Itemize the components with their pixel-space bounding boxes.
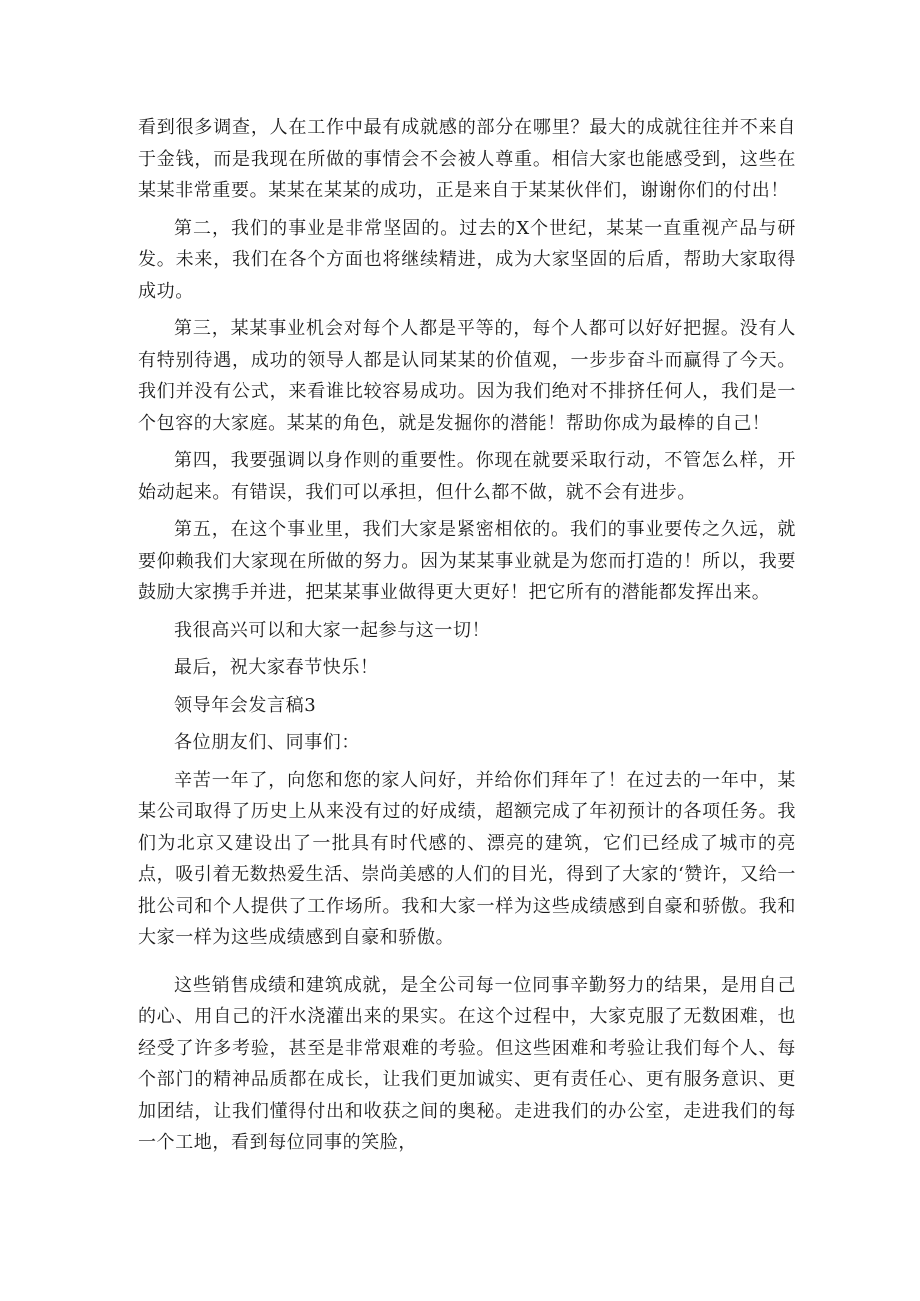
paragraph-1: 看到很多调查，人在工作中最有成就感的部分在哪里？最大的成就往往并不来自于金钱，而是我现在所做的事情会不会被人尊重。相信大家也能感受到，这些在某某非常重要。某某在某某的成功，正是来自于某某伙伴们，谢谢你们的付出！ [138, 117, 796, 201]
paragraph-5: 第五，在这个事业里，我们大家是紧密相依的。我们的事业要传之久远，就要仰赖我们大家现在所做的努力。因为某某事业就是为您而打造的！所以，我要鼓励大家携手并进，把某某事业做得更大更好！把它所有的潜能都发挥出来。 [138, 519, 796, 603]
paragraph-4: 第四，我要强调以身作则的重要性。你现在就要采取行动，不管怎么样，开始动起来。有错误，我们可以承担，但什么都不做，就不会有进步。 [138, 450, 796, 503]
paragraph-2: 第二，我们的事业是非常坚固的。过去的X个世纪，某某一直重视产品与研发。未来，我们在各个方面也将继续精进，成为大家坚固的后盾，帮助大家取得成功。 [138, 217, 796, 302]
paragraph-7: 最后，祝大家春节快乐！ [174, 657, 379, 678]
document-page [138, 112, 796, 1159]
paragraph-3: 第三，某某事业机会对每个人都是平等的，每个人都可以好好把握。没有人有特别待遇，成功的领导人都是认同某某的价值观，一步步奋斗而赢得了今天。我们并没有公式，来看谁比较容易成功。因为我们绝对不排挤任何人，我们是一个包容的大家庭。某某的角色，就是发掘你的潜能！帮助你成为最棒的自己！ [138, 318, 796, 434]
paragraph-6: 我很高兴可以和大家一起参与这一切！ [174, 619, 491, 641]
paragraph-9: 这些销售成绩和建筑成就，是全公司每一位同事辛勤努力的结果，是用自己的心、用自己的汗水浇灌出来的果实。在这个过程中，大家克服了无数困难，也经受了许多考验，甚至是非常艰难的考验。但这些困难和考验让我们每个人、每个部门的精神品质都在成长，让我们更加诚实、更有责任心、更有服务意识、更加团结，让我们懂得付出和收获之间的奥秘。走进我们的办公室，走进我们的每一个工地，看到每位同事的笑脸， [138, 974, 796, 1153]
paragraph-8: 辛苦一年了，向您和您的家人问好，并给你们拜年了！在过去的一年中，某某公司取得了历史上从来没有过的好成绩，超额完成了年初预计的各项任务。我们为北京又建设出了一批具有时代感的、漂亮的建筑，它们已经成了城市的亮点，吸引着无数热爱生活、崇尚美感的人们的目光，得到了大家的‘赞许，又给一批公司和个人提供了工作场所。我和大家一样为这些成绩感到自豪和骄傲。我和大家一样为这些成绩感到自豪和骄傲。 [138, 769, 796, 948]
section-heading: 领导年会发言稿3 [174, 694, 317, 716]
salutation: 各位朋友们、同事们： [174, 732, 360, 753]
